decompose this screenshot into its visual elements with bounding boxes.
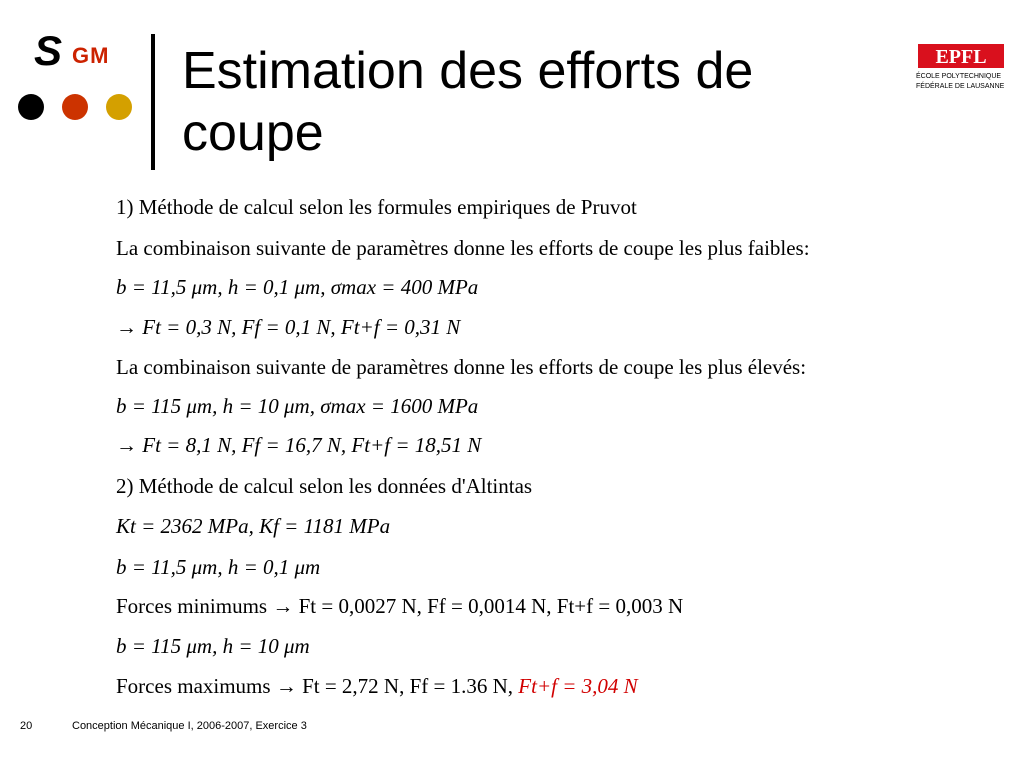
epfl-logo	[912, 44, 1006, 92]
min-parameters-altintas: b = 11,5 μm, h = 0,1 μm	[116, 555, 321, 579]
epfl-logo-sub1: ÉCOLE POLYTECHNIQUE	[916, 73, 1002, 80]
min-parameters-formula: b = 11,5 μm, h = 0,1 μm, σmax = 400 MPa	[116, 275, 479, 299]
slide-title: Estimation des efforts de coupe	[182, 42, 754, 162]
max-forces-altintas-main: Forces maximums → Ft = 2,72 N, Ff = 1.36 N,	[116, 674, 519, 698]
max-combination-text: La combinaison suivante de paramètres donne les efforts de coupe les plus élevés:	[116, 355, 807, 379]
min-forces-altintas: Forces minimums → Ft = 0,0027 N, Ff = 0,0014 N, Ft+f = 0,003 N	[116, 594, 684, 618]
epfl-logo-text: EPFL	[935, 46, 987, 68]
logo-gm: GM	[72, 43, 110, 68]
max-parameters-formula: b = 115 μm, h = 10 μm, σmax = 1600 MPa	[116, 394, 479, 418]
page-number: 20	[20, 720, 33, 732]
logo-dot-black	[18, 94, 44, 120]
min-forces-formula: → Ft = 0,3 N, Ff = 0,1 N, Ft+f = 0,31 N	[116, 315, 461, 339]
footer-text: Conception Mécanique I, 2006-2007, Exercice 3	[72, 720, 307, 732]
k-coefficients-formula: Kt = 2362 MPa, Kf = 1181 MPa	[116, 514, 391, 538]
max-total-force-highlight: Ft+f = 3,04 N	[518, 674, 638, 698]
logo-s: S	[34, 27, 63, 74]
method-2-heading: 2) Méthode de calcul selon les données d'Altintas	[116, 474, 533, 498]
min-combination-text: La combinaison suivante de paramètres donne les efforts de coupe les plus faibles:	[116, 236, 810, 260]
epfl-logo-sub2: FÉDÉRALE DE LAUSANNE	[916, 83, 1005, 90]
logo-dot-orange	[62, 94, 88, 120]
max-forces-altintas	[116, 673, 638, 699]
title-divider	[151, 34, 155, 170]
max-forces-formula: → Ft = 8,1 N, Ff = 16,7 N, Ft+f = 18,51 N	[116, 433, 482, 457]
sgm-logo	[18, 27, 138, 130]
method-1-heading: 1) Méthode de calcul selon les formules empiriques de Pruvot	[116, 195, 637, 219]
logo-dot-yellow	[106, 94, 132, 120]
max-parameters-altintas: b = 115 μm, h = 10 μm	[116, 634, 310, 658]
